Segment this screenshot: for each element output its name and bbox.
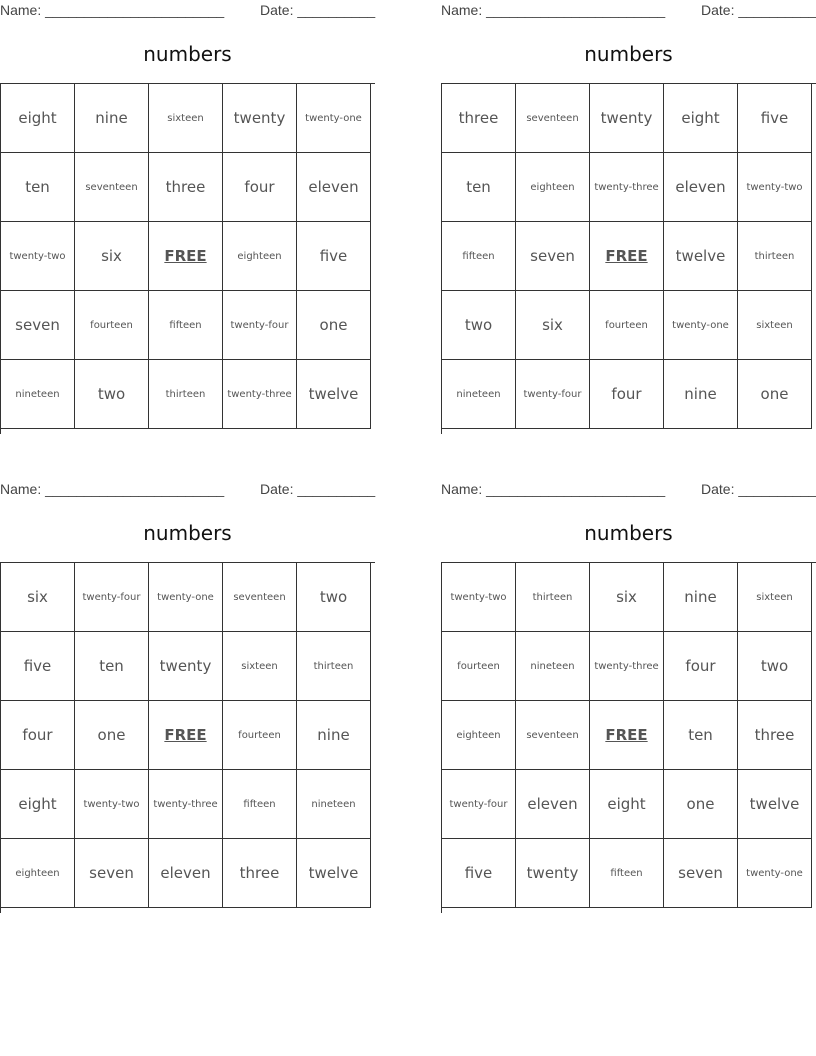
date-field: Date: __________: [701, 2, 816, 18]
bingo-cell: twenty-two: [738, 153, 812, 222]
bingo-cell: twenty-four: [442, 770, 516, 839]
bingo-cell: seven: [75, 839, 149, 908]
bingo-cell: eight: [1, 770, 75, 839]
bingo-cell: five: [442, 839, 516, 908]
name-field: Name: _______________________: [0, 2, 225, 18]
bingo-cell: two: [442, 291, 516, 360]
bingo-cell: seventeen: [516, 701, 590, 770]
bingo-cell: three: [738, 701, 812, 770]
bingo-cell: seventeen: [75, 153, 149, 222]
bingo-cell: nine: [664, 360, 738, 429]
bingo-cell: five: [738, 84, 812, 153]
bingo-cell: ten: [75, 632, 149, 701]
bingo-cell: twenty: [516, 839, 590, 908]
bingo-cell: twelve: [297, 839, 371, 908]
bingo-cell: nineteen: [297, 770, 371, 839]
bingo-cell: ten: [664, 701, 738, 770]
bingo-cell: nine: [664, 563, 738, 632]
bingo-cell: twenty-three: [149, 770, 223, 839]
card-title: numbers: [584, 521, 673, 545]
bingo-cell: one: [664, 770, 738, 839]
bingo-cell: seventeen: [223, 563, 297, 632]
name-field: Name: _______________________: [0, 481, 225, 497]
free-space-cell: FREE: [149, 222, 223, 291]
bingo-cell: fifteen: [590, 839, 664, 908]
bingo-cell: twenty-one: [738, 839, 812, 908]
bingo-cell: twenty-one: [297, 84, 371, 153]
bingo-cell: nine: [297, 701, 371, 770]
bingo-grid: [0, 562, 375, 913]
bingo-cell: one: [738, 360, 812, 429]
bingo-cell: thirteen: [738, 222, 812, 291]
bingo-cell: twenty-three: [590, 153, 664, 222]
bingo-cell: twenty-four: [223, 291, 297, 360]
bingo-cell: eleven: [664, 153, 738, 222]
bingo-cell: two: [75, 360, 149, 429]
bingo-cell: eighteen: [442, 701, 516, 770]
bingo-cell: twenty: [590, 84, 664, 153]
bingo-cell: six: [1, 563, 75, 632]
bingo-grid: [0, 83, 375, 434]
bingo-cell: seven: [516, 222, 590, 291]
bingo-cell: twenty-two: [442, 563, 516, 632]
bingo-cell: eight: [590, 770, 664, 839]
bingo-cell: two: [297, 563, 371, 632]
bingo-cell: thirteen: [516, 563, 590, 632]
bingo-cell: six: [75, 222, 149, 291]
name-field: Name: _______________________: [441, 481, 666, 497]
bingo-cell: eleven: [297, 153, 371, 222]
bingo-cell: twenty-four: [516, 360, 590, 429]
name-field: Name: _______________________: [441, 2, 666, 18]
bingo-cell: ten: [442, 153, 516, 222]
bingo-cell: six: [516, 291, 590, 360]
bingo-cell: sixteen: [149, 84, 223, 153]
bingo-cell: twenty-two: [1, 222, 75, 291]
bingo-grid: [441, 562, 816, 913]
bingo-cell: twenty-four: [75, 563, 149, 632]
bingo-cell: twenty-three: [223, 360, 297, 429]
bingo-cell: fourteen: [223, 701, 297, 770]
bingo-cell: twenty-two: [75, 770, 149, 839]
free-space-cell: FREE: [590, 222, 664, 291]
bingo-grid: [441, 83, 816, 434]
bingo-cell: five: [1, 632, 75, 701]
bingo-cell: three: [223, 839, 297, 908]
bingo-cell: four: [1, 701, 75, 770]
bingo-cell: sixteen: [738, 291, 812, 360]
bingo-cell: four: [223, 153, 297, 222]
bingo-cell: fourteen: [75, 291, 149, 360]
bingo-cell: nineteen: [442, 360, 516, 429]
bingo-cell: fifteen: [149, 291, 223, 360]
bingo-cell: sixteen: [738, 563, 812, 632]
bingo-cell: eighteen: [1, 839, 75, 908]
card-title: numbers: [143, 521, 232, 545]
free-space-cell: FREE: [590, 701, 664, 770]
bingo-cell: thirteen: [297, 632, 371, 701]
bingo-cell: four: [664, 632, 738, 701]
bingo-cell: eleven: [516, 770, 590, 839]
bingo-cell: eight: [1, 84, 75, 153]
bingo-cell: five: [297, 222, 371, 291]
bingo-cell: seven: [664, 839, 738, 908]
card-title: numbers: [143, 42, 232, 66]
date-field: Date: __________: [260, 481, 376, 497]
bingo-cell: twelve: [297, 360, 371, 429]
bingo-cell: seventeen: [516, 84, 590, 153]
bingo-cell: eleven: [149, 839, 223, 908]
card-title: numbers: [584, 42, 673, 66]
bingo-cell: nineteen: [516, 632, 590, 701]
bingo-cell: one: [297, 291, 371, 360]
card-header: [0, 0, 375, 20]
bingo-cell: thirteen: [149, 360, 223, 429]
bingo-cell: eighteen: [516, 153, 590, 222]
date-field: Date: __________: [260, 2, 376, 18]
bingo-cell: three: [442, 84, 516, 153]
bingo-cell: twelve: [664, 222, 738, 291]
bingo-cell: eight: [664, 84, 738, 153]
bingo-cell: twenty-one: [149, 563, 223, 632]
bingo-cell: ten: [1, 153, 75, 222]
card-header: [441, 479, 816, 499]
bingo-cell: one: [75, 701, 149, 770]
bingo-cell: fifteen: [223, 770, 297, 839]
bingo-cell: twelve: [738, 770, 812, 839]
bingo-cell: two: [738, 632, 812, 701]
free-space-cell: FREE: [149, 701, 223, 770]
card-header: [441, 0, 816, 20]
bingo-cell: fourteen: [590, 291, 664, 360]
bingo-cell: twenty-one: [664, 291, 738, 360]
bingo-cell: fifteen: [442, 222, 516, 291]
bingo-cell: six: [590, 563, 664, 632]
card-header: [0, 479, 375, 499]
bingo-cell: twenty-three: [590, 632, 664, 701]
bingo-cell: nine: [75, 84, 149, 153]
bingo-cell: fourteen: [442, 632, 516, 701]
date-field: Date: __________: [701, 481, 816, 497]
bingo-cell: nineteen: [1, 360, 75, 429]
bingo-cell: seven: [1, 291, 75, 360]
bingo-cell: twenty: [223, 84, 297, 153]
bingo-cell: three: [149, 153, 223, 222]
bingo-cell: eighteen: [223, 222, 297, 291]
bingo-cell: four: [590, 360, 664, 429]
bingo-cell: twenty: [149, 632, 223, 701]
bingo-cell: sixteen: [223, 632, 297, 701]
